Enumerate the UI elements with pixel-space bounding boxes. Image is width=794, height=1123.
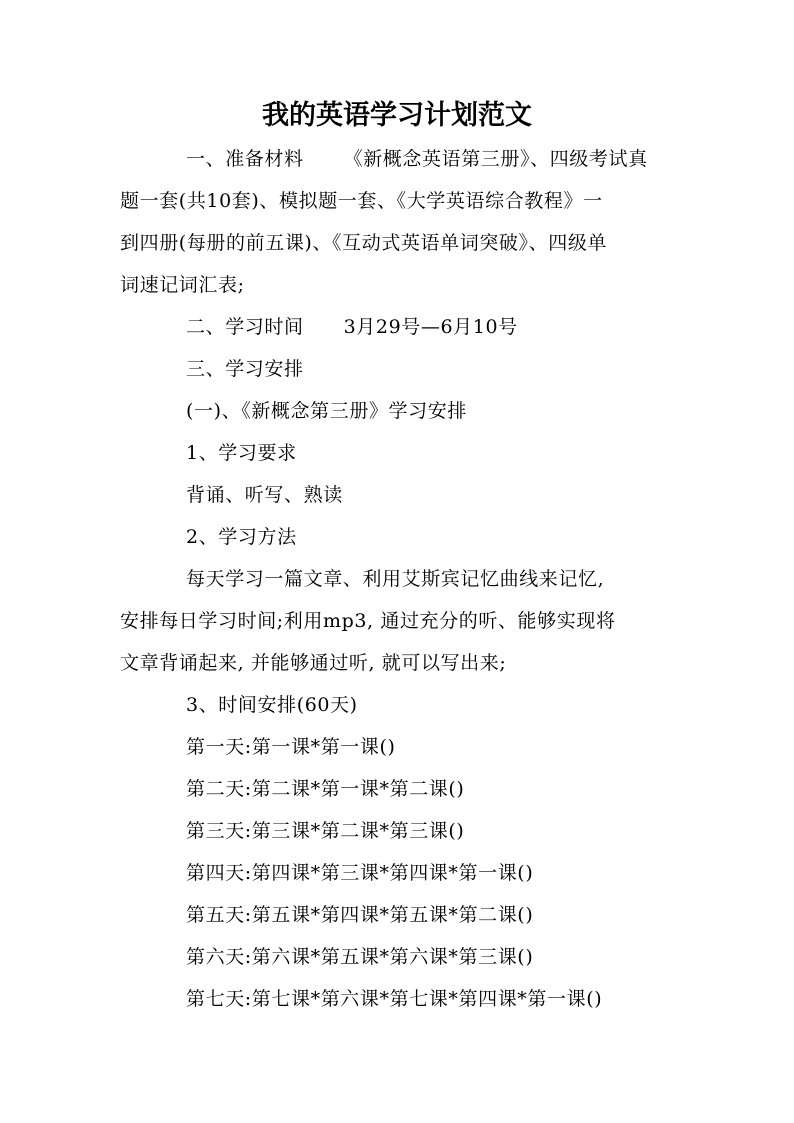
schedule-day-5: 第五天:第五课*第四课*第五课*第二课() <box>186 904 534 926</box>
method-line-2: 安排每日学习时间;利用mp3, 通过充分的听、能够实现将 <box>120 610 616 632</box>
materials-line-3: 到四册(每册的前五课)、《互动式英语单词突破》、四级单 <box>120 232 608 254</box>
materials-line-4: 词速记词汇表; <box>120 274 245 296</box>
schedule-day-6: 第六天:第六课*第五课*第六课*第三课() <box>186 946 534 968</box>
schedule-day-1: 第一天:第一课*第一课() <box>186 736 396 758</box>
schedule-day-7: 第七天:第七课*第六课*第七课*第四课*第一课() <box>186 988 603 1010</box>
arrangement-label: 三、学习安排 <box>186 358 304 380</box>
requirement-text: 背诵、听写、熟读 <box>186 484 343 506</box>
schedule-day-3: 第三天:第三课*第二课*第三课() <box>186 820 465 842</box>
time-value: 3月29号—6月10号 <box>343 316 518 338</box>
time-line <box>186 314 746 340</box>
schedule-day-2: 第二天:第二课*第一课*第二课() <box>186 778 465 800</box>
schedule-heading: 3、时间安排(60天) <box>186 694 358 716</box>
method-line-3: 文章背诵起来, 并能够通过听, 就可以写出来; <box>120 652 507 674</box>
sub-heading: (一)、《新概念第三册》学习安排 <box>186 400 467 422</box>
document-title: 我的英语学习计划范文 <box>262 100 532 131</box>
materials-text-1: 《新概念英语第三册》、四级考试真 <box>343 148 648 170</box>
schedule-day-4: 第四天:第四课*第三课*第四课*第一课() <box>186 862 534 884</box>
method-line-1: 每天学习一篇文章、利用艾斯宾记忆曲线来记忆, <box>186 568 605 590</box>
materials-line-1 <box>186 146 746 172</box>
time-label: 二、学习时间 <box>186 316 304 338</box>
requirement-heading: 1、学习要求 <box>186 442 297 464</box>
method-heading: 2、学习方法 <box>186 526 297 548</box>
materials-line-2: 题一套(共10套)、模拟题一套、《大学英语综合教程》一 <box>120 190 603 212</box>
materials-label: 一、准备材料 <box>186 148 304 170</box>
